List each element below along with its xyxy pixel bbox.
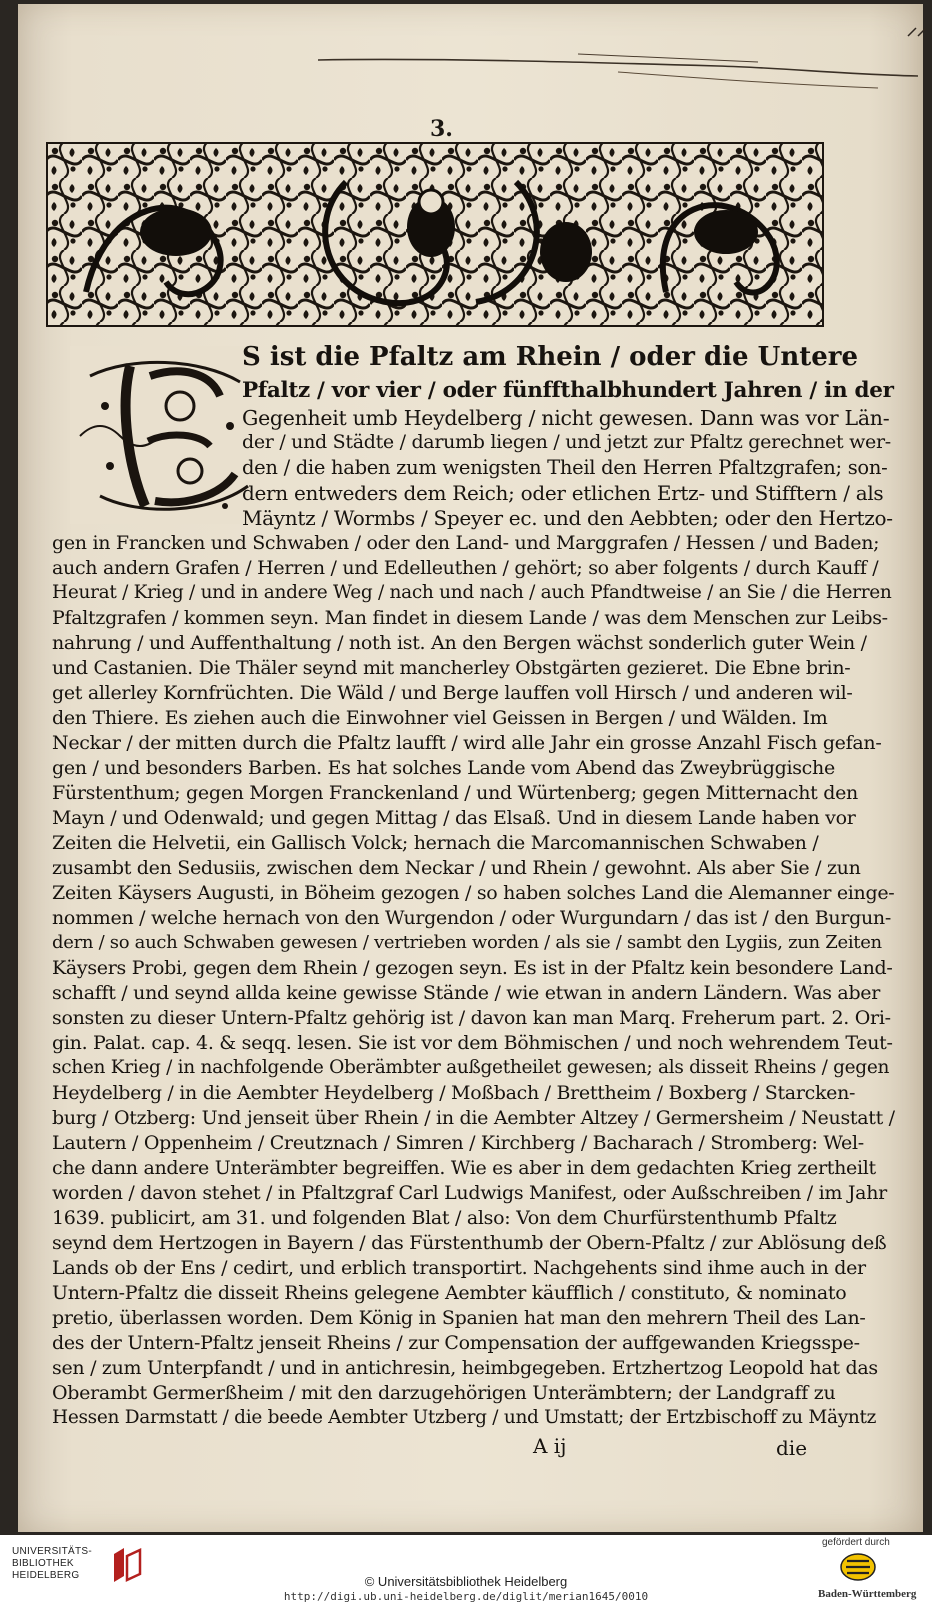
- text-line: S ist die Pfaltz am Rhein / oder die Untere: [242, 342, 859, 372]
- text-line: schen Krieg / in nachfolgende Oberämbter außgetheilet gewesen; als disseit Rheins / gegen: [52, 1057, 890, 1078]
- text-line: den Thiere. Es ziehen auch die Einwohner viel Geissen in Bergen / und Wälden. Im: [52, 707, 828, 729]
- text-line: Neckar / der mitten durch die Pfaltz laufft / wird alle Jahr ein grosse Anzahl Fisch gefan-: [52, 732, 882, 754]
- text-line: Fürstenthum; gegen Morgen Franckenland / und Würtenberg; gegen Mitternacht den: [52, 782, 858, 804]
- text-line: Gegenheit umb Heydelberg / nicht gewesen. Dann was vor Län-: [242, 406, 890, 430]
- text-line: dern entweders dem Reich; oder etlichen Ertz- und Stifftern / als: [242, 481, 884, 505]
- copyright-notice: © Universitätsbibliothek Heidelberg: [364, 1574, 568, 1589]
- document-page: [18, 4, 923, 1532]
- text-line: burg / Otzberg: Und jenseit über Rhein / in die Aembter Altzey / Germersheim / Neustatt /: [52, 1107, 895, 1129]
- text-line: zusambt den Sedusiis, zwischen dem Neckar / und Rhein / gewohnt. Als aber Sie / zun: [52, 857, 861, 879]
- text-line: Oberambt Germerßheim / mit den darzugehörigen Unterämbtern; der Landgraff zu: [52, 1382, 836, 1404]
- text-line: sonsten zu dieser Untern-Pfaltz gehörig ist / davon kan man Marq. Freherum part. 2. Ori-: [52, 1007, 891, 1029]
- permalink-url[interactable]: http://digi.ub.uni-heidelberg.de/diglit/merian1645/0010: [283, 1590, 649, 1603]
- text-line: gen in Francken und Schwaben / oder den Land- und Marggrafen / Hessen / und Baden;: [52, 532, 880, 554]
- text-line: auch andern Grafen / Herren / und Edelleuthen / gehört; so aber folgents / durch Kauff /: [52, 557, 879, 579]
- text-line: sen / zum Unterpfandt / und in antichresin, heimbgegeben. Ertzhertzog Leopold hat das: [52, 1357, 878, 1379]
- text-line: Pfaltzgrafen / kommen seyn. Man findet in diesem Lande / was dem Menschen zur Leibs-: [52, 607, 888, 629]
- text-line: den / die haben zum wenigsten Theil den Herren Pfaltzgrafen; son-: [242, 456, 888, 479]
- library-name-line: BIBLIOTHEK: [12, 1558, 74, 1569]
- text-line: Lands ob der Ens / cedirt, und erblich transportirt. Nachgehents sind ihme auch in der: [52, 1257, 866, 1279]
- text-line: pretio, überlassen worden. Dem König in Spanien hat man den mehrern Theil des Lan-: [52, 1307, 866, 1329]
- text-line: che dann andere Unterämbter begreiffen. Wie es aber in dem gedachten Krieg zertheilt: [52, 1157, 876, 1179]
- catchword: die: [776, 1436, 808, 1460]
- state-name: Baden-Württemberg: [818, 1588, 917, 1600]
- ornamental-headpiece: [46, 142, 824, 327]
- text-line: 1639. publicirt, am 31. und folgenden Blat / also: Von dem Churfürstenthumb Pfaltz: [52, 1207, 837, 1229]
- text-line: gen / und besonders Barben. Es hat solches Lande vom Abend das Zweybrüggische: [52, 757, 835, 779]
- page-number: 3.: [430, 116, 453, 142]
- text-line: Mäyntz / Wormbs / Speyer ec. und den Aebbten; oder den Hertzo-: [242, 506, 893, 530]
- funded-by-label: gefördert durch: [822, 1537, 890, 1548]
- text-line: Pfaltz / vor vier / oder fünffthalbhundert Jahren / in der: [242, 378, 894, 403]
- text-line: nahrung / und Auffenthaltung / noth ist. An den Bergen wächst sonderlich guter Wein /: [52, 632, 867, 654]
- text-line: nommen / welche hernach von den Wurgendon / oder Wurgundarn / das ist / den Burgun-: [52, 907, 891, 929]
- text-line: Heurat / Krieg / und in andere Weg / nach und nach / auch Pfandtweise / an Sie / die Herren: [52, 582, 892, 603]
- text-line: Hessen Darmstatt / die beede Aembter Utzberg / und Umstatt; der Ertzbischoff zu Mäyntz: [52, 1407, 877, 1428]
- text-line: Untern-Pfaltz die disseit Rheins gelegene Aembter käufflich / constituto, & nominato: [52, 1282, 847, 1304]
- pen-scribble: [318, 14, 932, 94]
- text-line: Zeiten die Helvetii, ein Gallisch Volck; hernach die Marcomannischen Schwaben /: [52, 832, 819, 854]
- text-line: Mayn / und Odenwald; und gegen Mittag / das Elsaß. Und in diesem Lande haben vor: [52, 807, 856, 829]
- text-line: worden / davon stehet / in Pfaltzgraf Carl Ludwigs Manifest, oder Außschreiben / im Jahr: [52, 1182, 887, 1204]
- text-line: get allerley Kornfrüchten. Die Wäld / und Berge lauffen voll Hirsch / und anderen wil-: [52, 682, 853, 704]
- text-line: und Castanien. Die Thäler seynd mit mancherley Obstgärten gezieret. Die Ebne brin-: [52, 657, 851, 679]
- state-coat-of-arms-icon[interactable]: [838, 1551, 878, 1583]
- text-line: seynd dem Hertzogen in Bayern / das Fürstenthumb der Obern-Pfaltz / zur Ablösung deß: [52, 1232, 887, 1254]
- text-line: dern / so auch Schwaben gewesen / vertrieben worden / als sie / sambt den Lygiis, zun Zeiten: [52, 932, 882, 953]
- library-name-line: HEIDELBERG: [12, 1570, 80, 1581]
- text-line: Lautern / Oppenheim / Creutznach / Simren / Kirchberg / Bacharach / Stromberg: Wel-: [52, 1132, 864, 1154]
- signature-mark: A ij: [533, 1434, 567, 1458]
- text-line: schafft / und seynd allda keine gewisse Stände / wie etwan in andern Ländern. Was aber: [52, 982, 881, 1004]
- text-line: Käysers Probi, gegen dem Rhein / gezogen seyn. Es ist in der Pfaltz kein besondere Land-: [52, 957, 893, 979]
- library-name-line: UNIVERSITÄTS-: [12, 1546, 93, 1557]
- text-line: Heydelberg / in die Aembter Heydelberg / Moßbach / Brettheim / Boxberg / Starcken-: [52, 1082, 856, 1104]
- text-line: des der Untern-Pfaltz jenseit Rheins / zur Compensation der auffgewanden Kriegsspe-: [52, 1332, 860, 1354]
- decorated-initial-e: [70, 346, 260, 524]
- text-line: Zeiten Käysers Augusti, in Böheim gezogen / so haben solches Land die Alemanner einge-: [52, 882, 895, 904]
- text-line: gin. Palat. cap. 4. & seqq. lesen. Sie ist vor dem Böhmischen / und noch wehrendem Teut-: [52, 1032, 893, 1054]
- text-line: der / und Städte / darumb liegen / und jetzt zur Pfaltz gerechnet wer-: [242, 431, 891, 453]
